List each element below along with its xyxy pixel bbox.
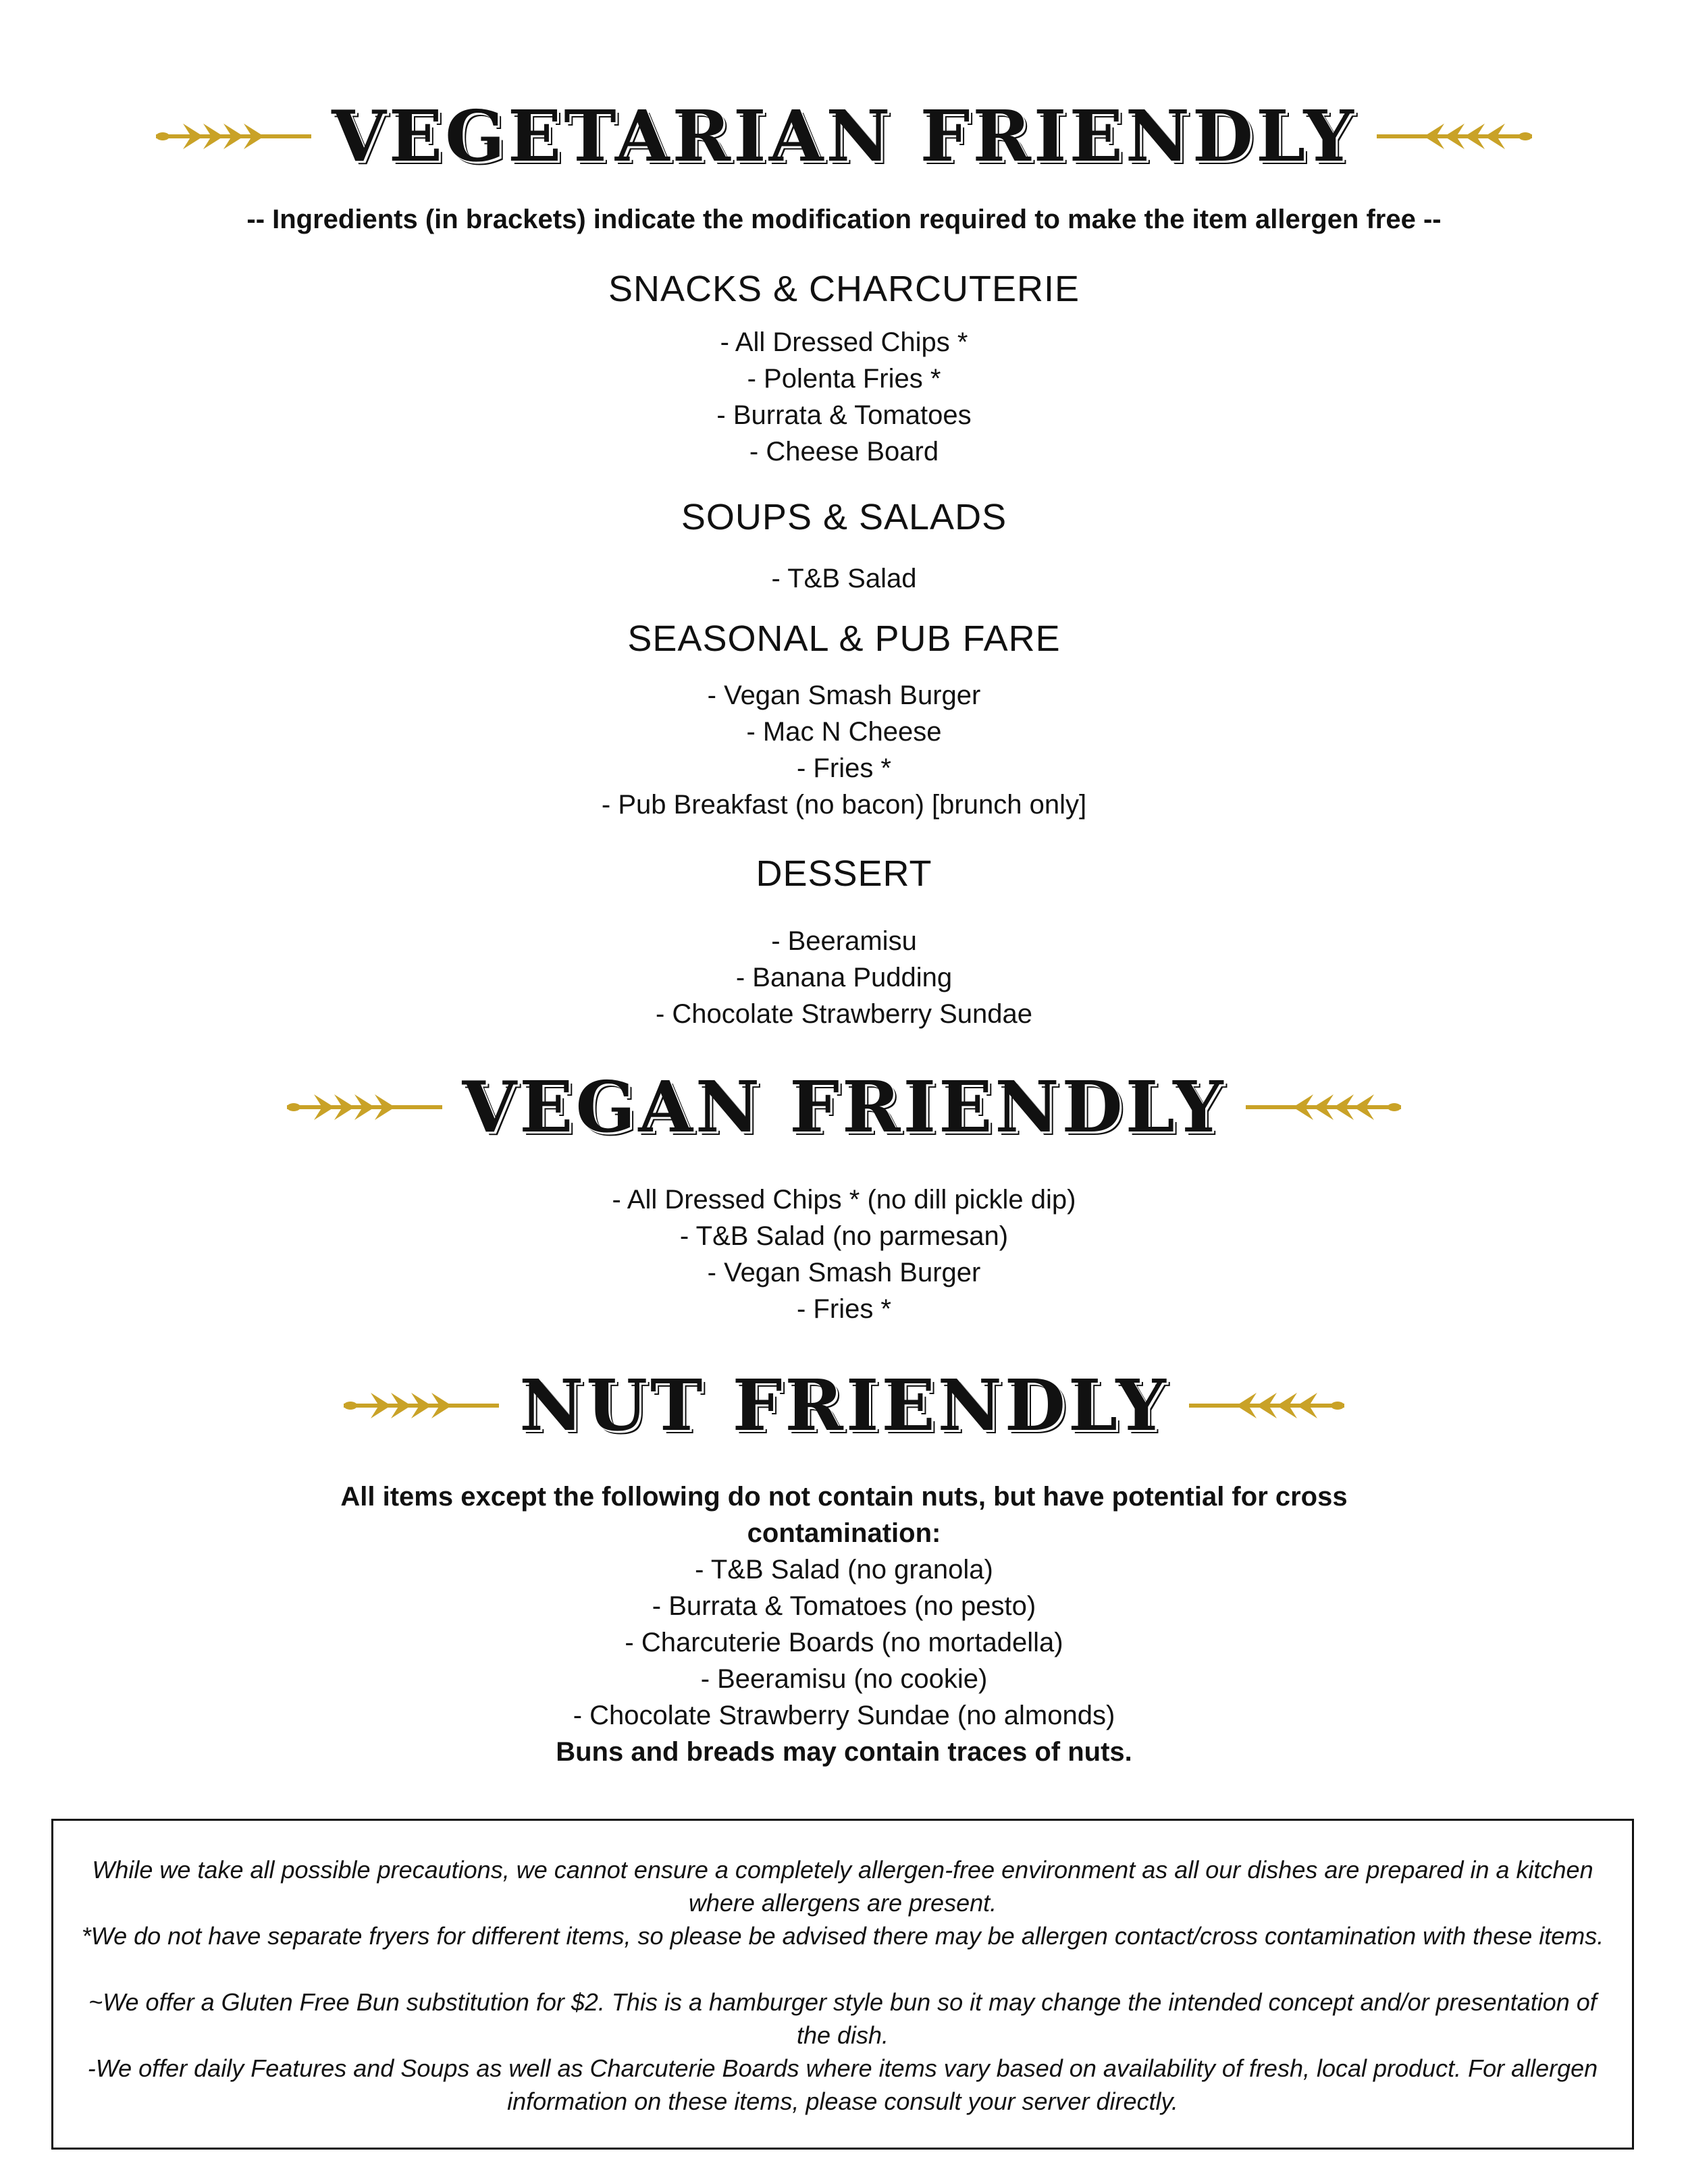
seasonal-item-list [0, 677, 1688, 823]
list-item: - Burrata & Tomatoes (no pesto) [652, 1591, 1036, 1621]
list-item: - All Dressed Chips * (no dill pickle dip) [612, 1185, 1076, 1215]
disclaimer-precautions: While we take all possible precautions, we cannot ensure a completely allergen-free environment as all our dishes are prepared in a kitchen where allergens are present. [92, 1856, 1593, 1917]
modification-note: -- Ingredients (in brackets) indicate the modification required to make the item allergen free -- [246, 205, 1442, 234]
wheat-arrow-left-icon [1377, 115, 1532, 157]
category-heading-dessert: DESSERT [756, 853, 932, 894]
nut-footer: Buns and breads may contain traces of nuts. [556, 1737, 1132, 1767]
category-heading-soups: SOUPS & SALADS [681, 497, 1007, 537]
vegan-item-list [0, 1181, 1688, 1327]
list-item: - T&B Salad (no granola) [695, 1555, 993, 1584]
list-item: - Charcuterie Boards (no mortadella) [625, 1628, 1063, 1657]
list-item: - Beeramisu [771, 926, 917, 956]
snacks-item-list [0, 324, 1688, 470]
wheat-arrow-right-icon [156, 115, 311, 157]
list-item: - T&B Salad (no parmesan) [679, 1221, 1009, 1251]
list-item: - Fries * [797, 753, 891, 783]
list-item: - Beeramisu (no cookie) [700, 1664, 988, 1694]
list-item: - Mac N Cheese [746, 717, 942, 747]
vegetarian-title: VEGETARIAN FRIENDLY [332, 95, 1356, 178]
list-item: - Banana Pudding [735, 963, 953, 992]
wheat-arrow-left-icon [1246, 1086, 1401, 1128]
list-item: - Polenta Fries * [747, 364, 941, 394]
disclaimer-gluten-free-bun: ~We offer a Gluten Free Bun substitution for $2. This is a hamburger style bun so it may change the intended concept and/or presentation of the dish. [88, 1988, 1597, 2049]
nut-item-list [0, 1551, 1688, 1734]
list-item: - Vegan Smash Burger [707, 1258, 981, 1287]
nut-intro-line1: All items except the following do not contain nuts, but have potential for cross [340, 1482, 1348, 1512]
list-item: - Chocolate Strawberry Sundae (no almonds) [573, 1701, 1115, 1730]
disclaimer-box [51, 1819, 1634, 2150]
dessert-item-list [0, 923, 1688, 1032]
list-item: - T&B Salad [771, 564, 917, 593]
category-heading-seasonal: SEASONAL & PUB FARE [627, 618, 1061, 659]
wheat-arrow-right-icon [287, 1086, 442, 1128]
list-item: - Pub Breakfast (no bacon) [brunch only] [601, 790, 1087, 820]
category-heading-snacks: SNACKS & CHARCUTERIE [608, 269, 1080, 309]
disclaimer-features: -We offer daily Features and Soups as well as Charcuterie Boards where items vary based on availability of fresh, local product. For allergen information on these items, please consult your server directly. [87, 2054, 1598, 2115]
disclaimer-fryers: *We do not have separate fryers for different items, so please be advised there may be allergen contact/cross contamination with these items. [81, 1922, 1604, 1950]
list-item: - Cheese Board [749, 437, 939, 467]
list-item: - Fries * [797, 1294, 891, 1324]
vegan-banner [0, 1065, 1688, 1148]
vegan-title: VEGAN FRIENDLY [462, 1065, 1226, 1148]
list-item: - Chocolate Strawberry Sundae [655, 999, 1033, 1029]
list-item: - Vegan Smash Burger [707, 681, 981, 710]
nut-banner [0, 1364, 1688, 1447]
vegetarian-banner [0, 95, 1688, 178]
nut-title: NUT FRIENDLY [519, 1364, 1169, 1447]
wheat-arrow-right-icon [344, 1385, 499, 1427]
list-item: - All Dressed Chips * [720, 327, 968, 357]
list-item: - Burrata & Tomatoes [716, 400, 972, 430]
soups-item-list [0, 560, 1688, 597]
wheat-arrow-left-icon [1189, 1385, 1344, 1427]
nut-intro-line2: contamination: [747, 1518, 941, 1548]
